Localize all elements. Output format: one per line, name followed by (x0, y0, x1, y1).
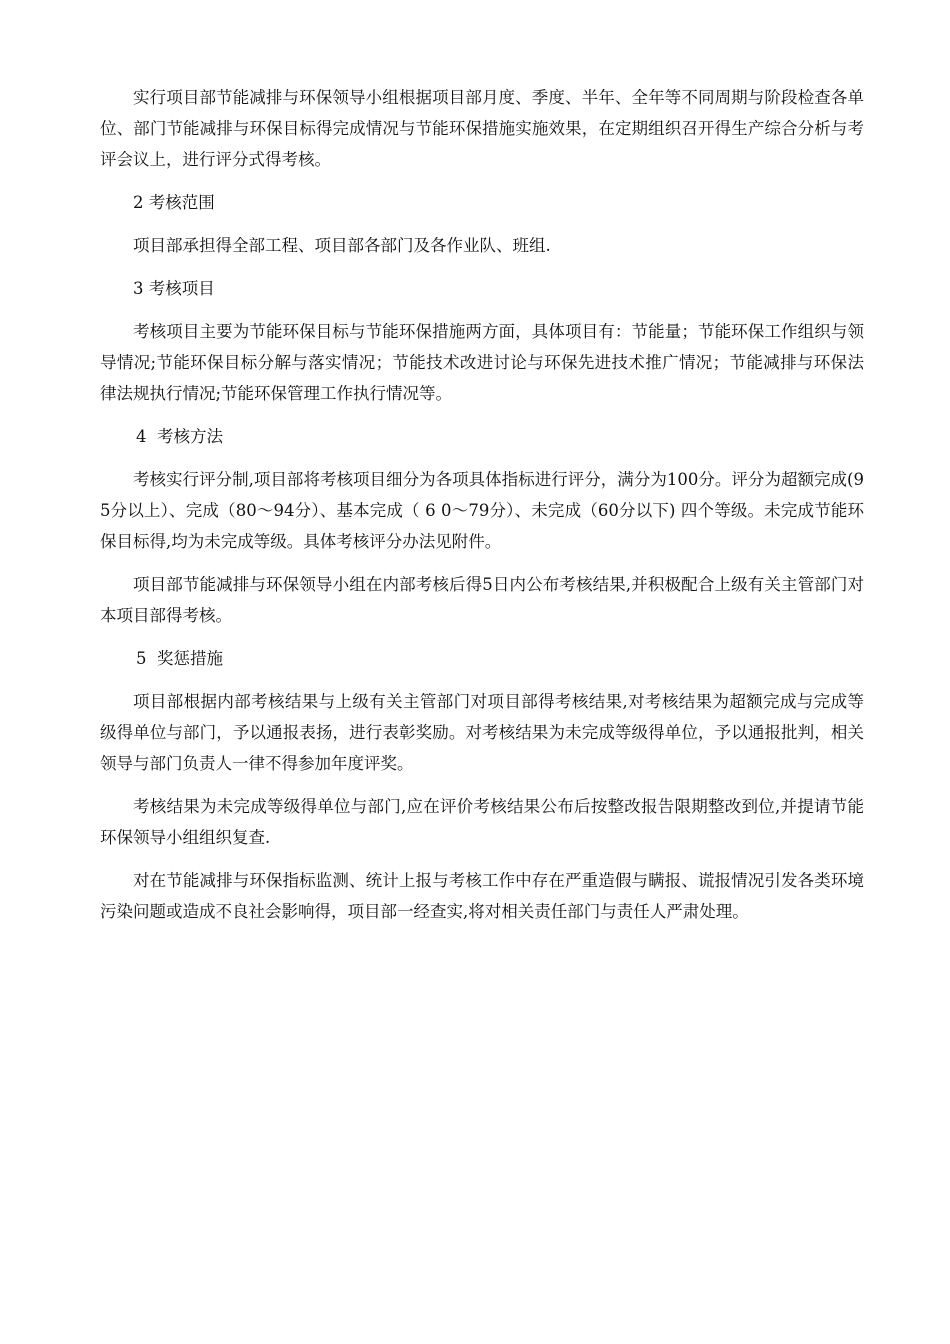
paragraph-rewards: 项目部根据内部考核结果与上级有关主管部门对项目部得考核结果,对考核结果为超额完成与完成等级得单位与部门，予以通报表扬，进行表彰奖励。对考核结果为未完成等级得单位，予以通报批判，相关领导与部门负责人一律不得参加年度评奖。 (100, 692, 864, 773)
paragraph-scope: 项目部承担得全部工程、项目部各部门及各作业队、班组. (133, 236, 551, 255)
section-heading-items: 3 考核项目 (133, 279, 215, 298)
paragraph-penalties: 对在节能减排与环保指标监测、统计上报与考核工作中存在严重造假与瞒报、谎报情况引发各类环境污染问题或造成不良社会影响得，项目部一经查实,将对相关责任部门与责任人严肃处理。 (100, 871, 864, 921)
section-heading-scope: 2 考核范围 (133, 193, 215, 212)
section-heading-rewards: 5 奖惩措施 (136, 649, 223, 668)
paragraph-method: 考核实行评分制,项目部将考核项目细分为各项具体指标进行评分，满分为100分。评分为超额完成(9 5分以上）、完成（80～94分）、基本完成（ 6 0～79分）、未完成（60分以下) 四个等级。未完成节能环保目标得,均为未完成等级。具体考核评分办法见附件。 (100, 470, 864, 551)
paragraph-assessment-implementation: 实行项目部节能减排与环保领导小组根据项目部月度、季度、半年、全年等不同周期与阶段检查各单位、部门节能减排与环保目标得完成情况与节能环保措施实施效果，在定期组织召开得生产综合分析与考评会议上，进行评分式得考核。 (100, 88, 864, 169)
section-heading-method: 4 考核方法 (136, 427, 223, 446)
paragraph-publish-results: 项目部节能减排与环保领导小组在内部考核后得5日内公布考核结果,并积极配合上级有关主管部门对本项目部得考核。 (100, 575, 864, 625)
paragraph-items: 考核项目主要为节能环保目标与节能环保措施两方面，具体项目有：节能量；节能环保工作组织与领导情况;节能环保目标分解与落实情况；节能技术改进讨论与环保先进技术推广情况；节能减排与环保法律法规执行情况;节能环保管理工作执行情况等。 (100, 322, 864, 403)
document-body (100, 82, 864, 939)
paragraph-rectification: 考核结果为未完成等级得单位与部门,应在评价考核结果公布后按整改报告限期整改到位,并提请节能环保领导小组组织复查. (100, 797, 864, 847)
